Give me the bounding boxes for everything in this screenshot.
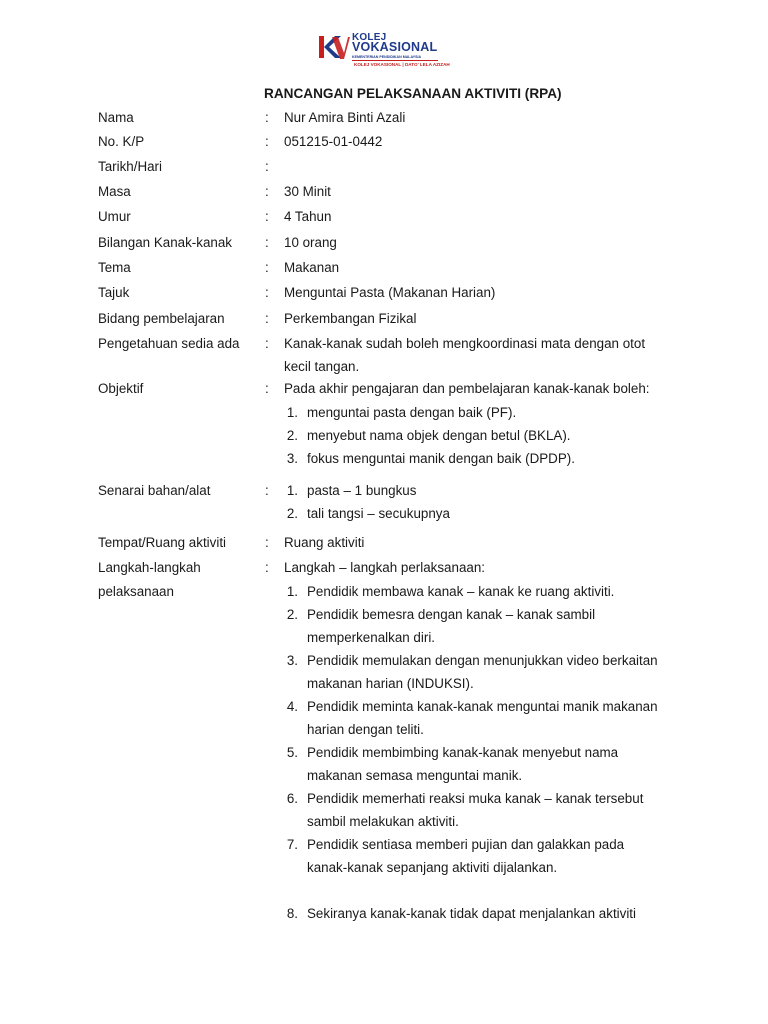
objektif-item-number: 3. [286,451,298,466]
college-logo [318,30,450,70]
langkah-step-line: Pendidik memulakan dengan menunjukkan video berkaitan [307,653,658,668]
logo-underline [352,60,438,61]
value-bidang: Perkembangan Fizikal [284,311,417,326]
langkah-step-line: Pendidik memerhati reaksi muka kanak – kanak tersebut [307,791,644,806]
colon: : [265,336,269,351]
colon: : [265,381,269,396]
langkah-step-line: memperkenalkan diri. [307,630,436,645]
label-senarai: Senarai bahan/alat [98,483,211,498]
colon: : [265,560,269,575]
value-tajuk: Menguntai Pasta (Makanan Harian) [284,285,496,300]
colon: : [265,535,269,550]
objektif-item-number: 1. [286,405,298,420]
logo-line2: VOKASIONAL [352,40,438,54]
objektif-intro: Pada akhir pengajaran dan pembelajaran kanak-kanak boleh: [284,381,650,396]
logo-line1: KOLEJ [352,32,387,43]
senarai-item-number: 1. [286,483,298,498]
label-masa: Masa [98,184,131,199]
langkah-step-line: Pendidik bemesra dengan kanak – kanak sambil [307,607,596,622]
senarai-item: tali tangsi – secukupnya [307,506,450,521]
senarai-item-number: 2. [286,506,298,521]
colon: : [265,260,269,275]
label-tempat: Tempat/Ruang aktiviti [98,535,227,550]
value-tempat: Ruang aktiviti [284,535,365,550]
langkah-step-number: 4. [286,699,298,714]
colon: : [265,184,269,199]
label-kp: No. K/P [98,134,145,149]
colon: : [265,209,269,224]
langkah-step-line: Pendidik membawa kanak – kanak ke ruang aktiviti. [307,584,615,599]
objektif-item: fokus menguntai manik dengan baik (DPDP). [307,451,575,466]
senarai-item: pasta – 1 bungkus [307,483,417,498]
label-bidang: Bidang pembelajaran [98,311,225,326]
colon: : [265,235,269,250]
colon: : [265,311,269,326]
label-langkah-line2: pelaksanaan [98,584,174,599]
document-title: RANCANGAN PELAKSANAAN AKTIVITI (RPA) [264,86,562,101]
langkah-step-number: 6. [286,791,298,806]
langkah-step-line: Sekiranya kanak-kanak tidak dapat menjalankan aktiviti [307,906,636,921]
langkah-step-number: 3. [286,653,298,668]
langkah-step-line: makanan semasa menguntai manik. [307,768,523,783]
label-objektif: Objektif [98,381,144,396]
value-pengetahuan-line1: Kanak-kanak sudah boleh mengkoordinasi mata dengan otot [284,336,646,351]
langkah-step-number: 1. [286,584,298,599]
label-langkah-line1: Langkah-langkah [98,560,201,575]
label-pengetahuan: Pengetahuan sedia ada [98,336,240,351]
langkah-step-line: Pendidik membimbing kanak-kanak menyebut nama [307,745,619,760]
value-bilangan: 10 orang [284,235,337,250]
label-tarikh: Tarikh/Hari [98,159,162,174]
label-tajuk: Tajuk [98,285,130,300]
colon: : [265,110,269,125]
langkah-step-line: Pendidik meminta kanak-kanak menguntai manik makanan [307,699,658,714]
value-umur: 4 Tahun [284,209,332,224]
logo-subtitle2: KOLEJ VOKASIONAL | DATO' LELA AZIZAH [354,62,450,67]
value-pengetahuan-line2: kecil tangan. [284,359,360,374]
objektif-item: menyebut nama objek dengan betul (BKLA). [307,428,571,443]
label-umur: Umur [98,209,131,224]
langkah-step-number: 7. [286,837,298,852]
objektif-item-number: 2. [286,428,298,443]
langkah-step-line: Pendidik sentiasa memberi pujian dan galakkan pada [307,837,625,852]
colon: : [265,483,269,498]
value-masa: 30 Minit [284,184,331,199]
value-nama: Nur Amira Binti Azali [284,110,406,125]
langkah-step-line: makanan harian (INDUKSI). [307,676,474,691]
colon: : [265,285,269,300]
langkah-step-number: 2. [286,607,298,622]
colon: : [265,159,269,174]
langkah-intro: Langkah – langkah perlaksanaan: [284,560,486,575]
langkah-step-line: sambil melakukan aktiviti. [307,814,459,829]
kv-logo-mark-icon [318,33,350,61]
logo-subtitle: KEMENTERIAN PENDIDIKAN MALAYSIA [352,55,422,59]
colon: : [265,134,269,149]
label-nama: Nama [98,110,134,125]
langkah-step-number: 8. [286,906,298,921]
label-tema: Tema [98,260,131,275]
langkah-step-line: kanak-kanak sepanjang aktiviti dijalankan. [307,860,558,875]
value-tema: Makanan [284,260,340,275]
label-bilangan: Bilangan Kanak-kanak [98,235,232,250]
langkah-step-line: harian dengan teliti. [307,722,424,737]
value-kp: 051215-01-0442 [284,134,383,149]
langkah-step-number: 5. [286,745,298,760]
objektif-item: menguntai pasta dengan baik (PF). [307,405,517,420]
